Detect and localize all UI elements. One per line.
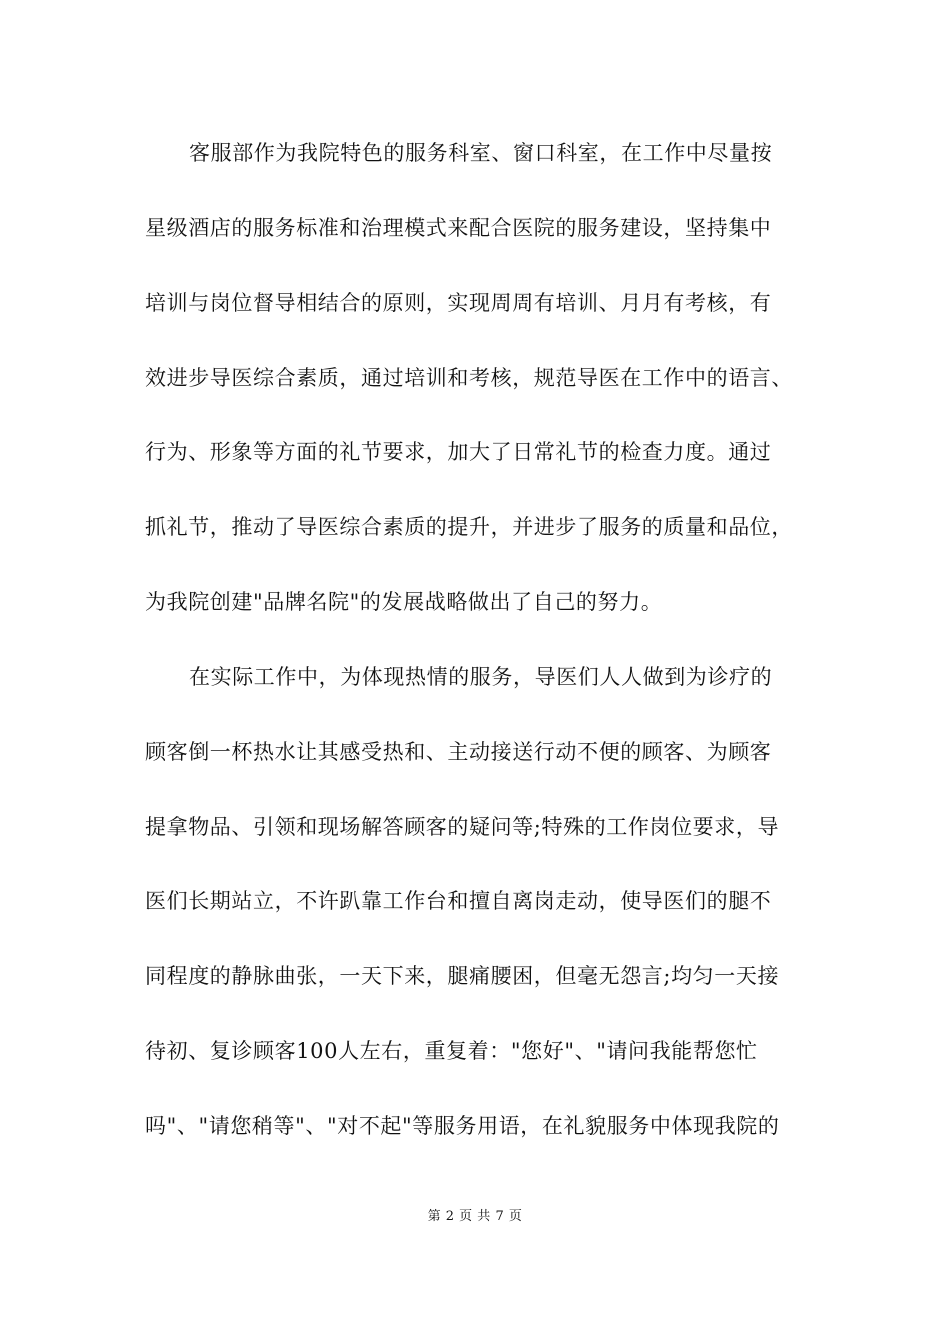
page-footer: 第 2 页 共 7 页 (427, 1209, 523, 1224)
paragraph-1-line-3: 培训与岗位督导相结合的原则，实现周周有培训、月月有考核，有 (145, 291, 772, 315)
paragraph-1-line-4: 效进步导医综合素质，通过培训和考核，规范导医在工作中的语言、 (145, 366, 793, 390)
paragraph-2-line-2: 顾客倒一杯热水让其感受热和、主动接送行动不便的顾客、为顾客 (145, 740, 772, 764)
paragraph-2-line-6: 待初、复诊顾客100人左右，重复着："您好"、"请问我能帮您忙 (145, 1039, 758, 1063)
paragraph-1-line-5: 行为、形象等方面的礼节要求，加大了日常礼节的检查力度。通过 (145, 440, 772, 464)
paragraph-2-line-3: 提拿物品、引领和现场解答顾客的疑问等;特殊的工作岗位要求，导 (145, 815, 780, 839)
paragraph-1-line-2: 星级酒店的服务标准和治理模式来配合医院的服务建设，坚持集中 (145, 216, 772, 240)
paragraph-1-line-6: 抓礼节，推动了导医综合素质的提升，并进步了服务的质量和品位， (145, 515, 793, 539)
paragraph-1-line-1: 客服部作为我院特色的服务科室、窗口科室，在工作中尽量按 (189, 141, 773, 165)
paragraph-2-line-7: 吗"、"请您稍等"、"对不起"等服务用语，在礼貌服务中体现我院的 (145, 1114, 780, 1138)
paragraph-2-line-4: 医们长期站立，不许趴靠工作台和擅自离岗走动，使导医们的腿不 (145, 889, 772, 913)
paragraph-2-line-5: 同程度的静脉曲张，一天下来，腿痛腰困，但毫无怨言;均匀一天接 (145, 964, 780, 988)
paragraph-2-line-1: 在实际工作中，为体现热情的服务，导医们人人做到为诊疗的 (189, 665, 773, 689)
paragraph-1-line-7: 为我院创建"品牌名院"的发展战略做出了自己的努力。 (145, 590, 663, 614)
